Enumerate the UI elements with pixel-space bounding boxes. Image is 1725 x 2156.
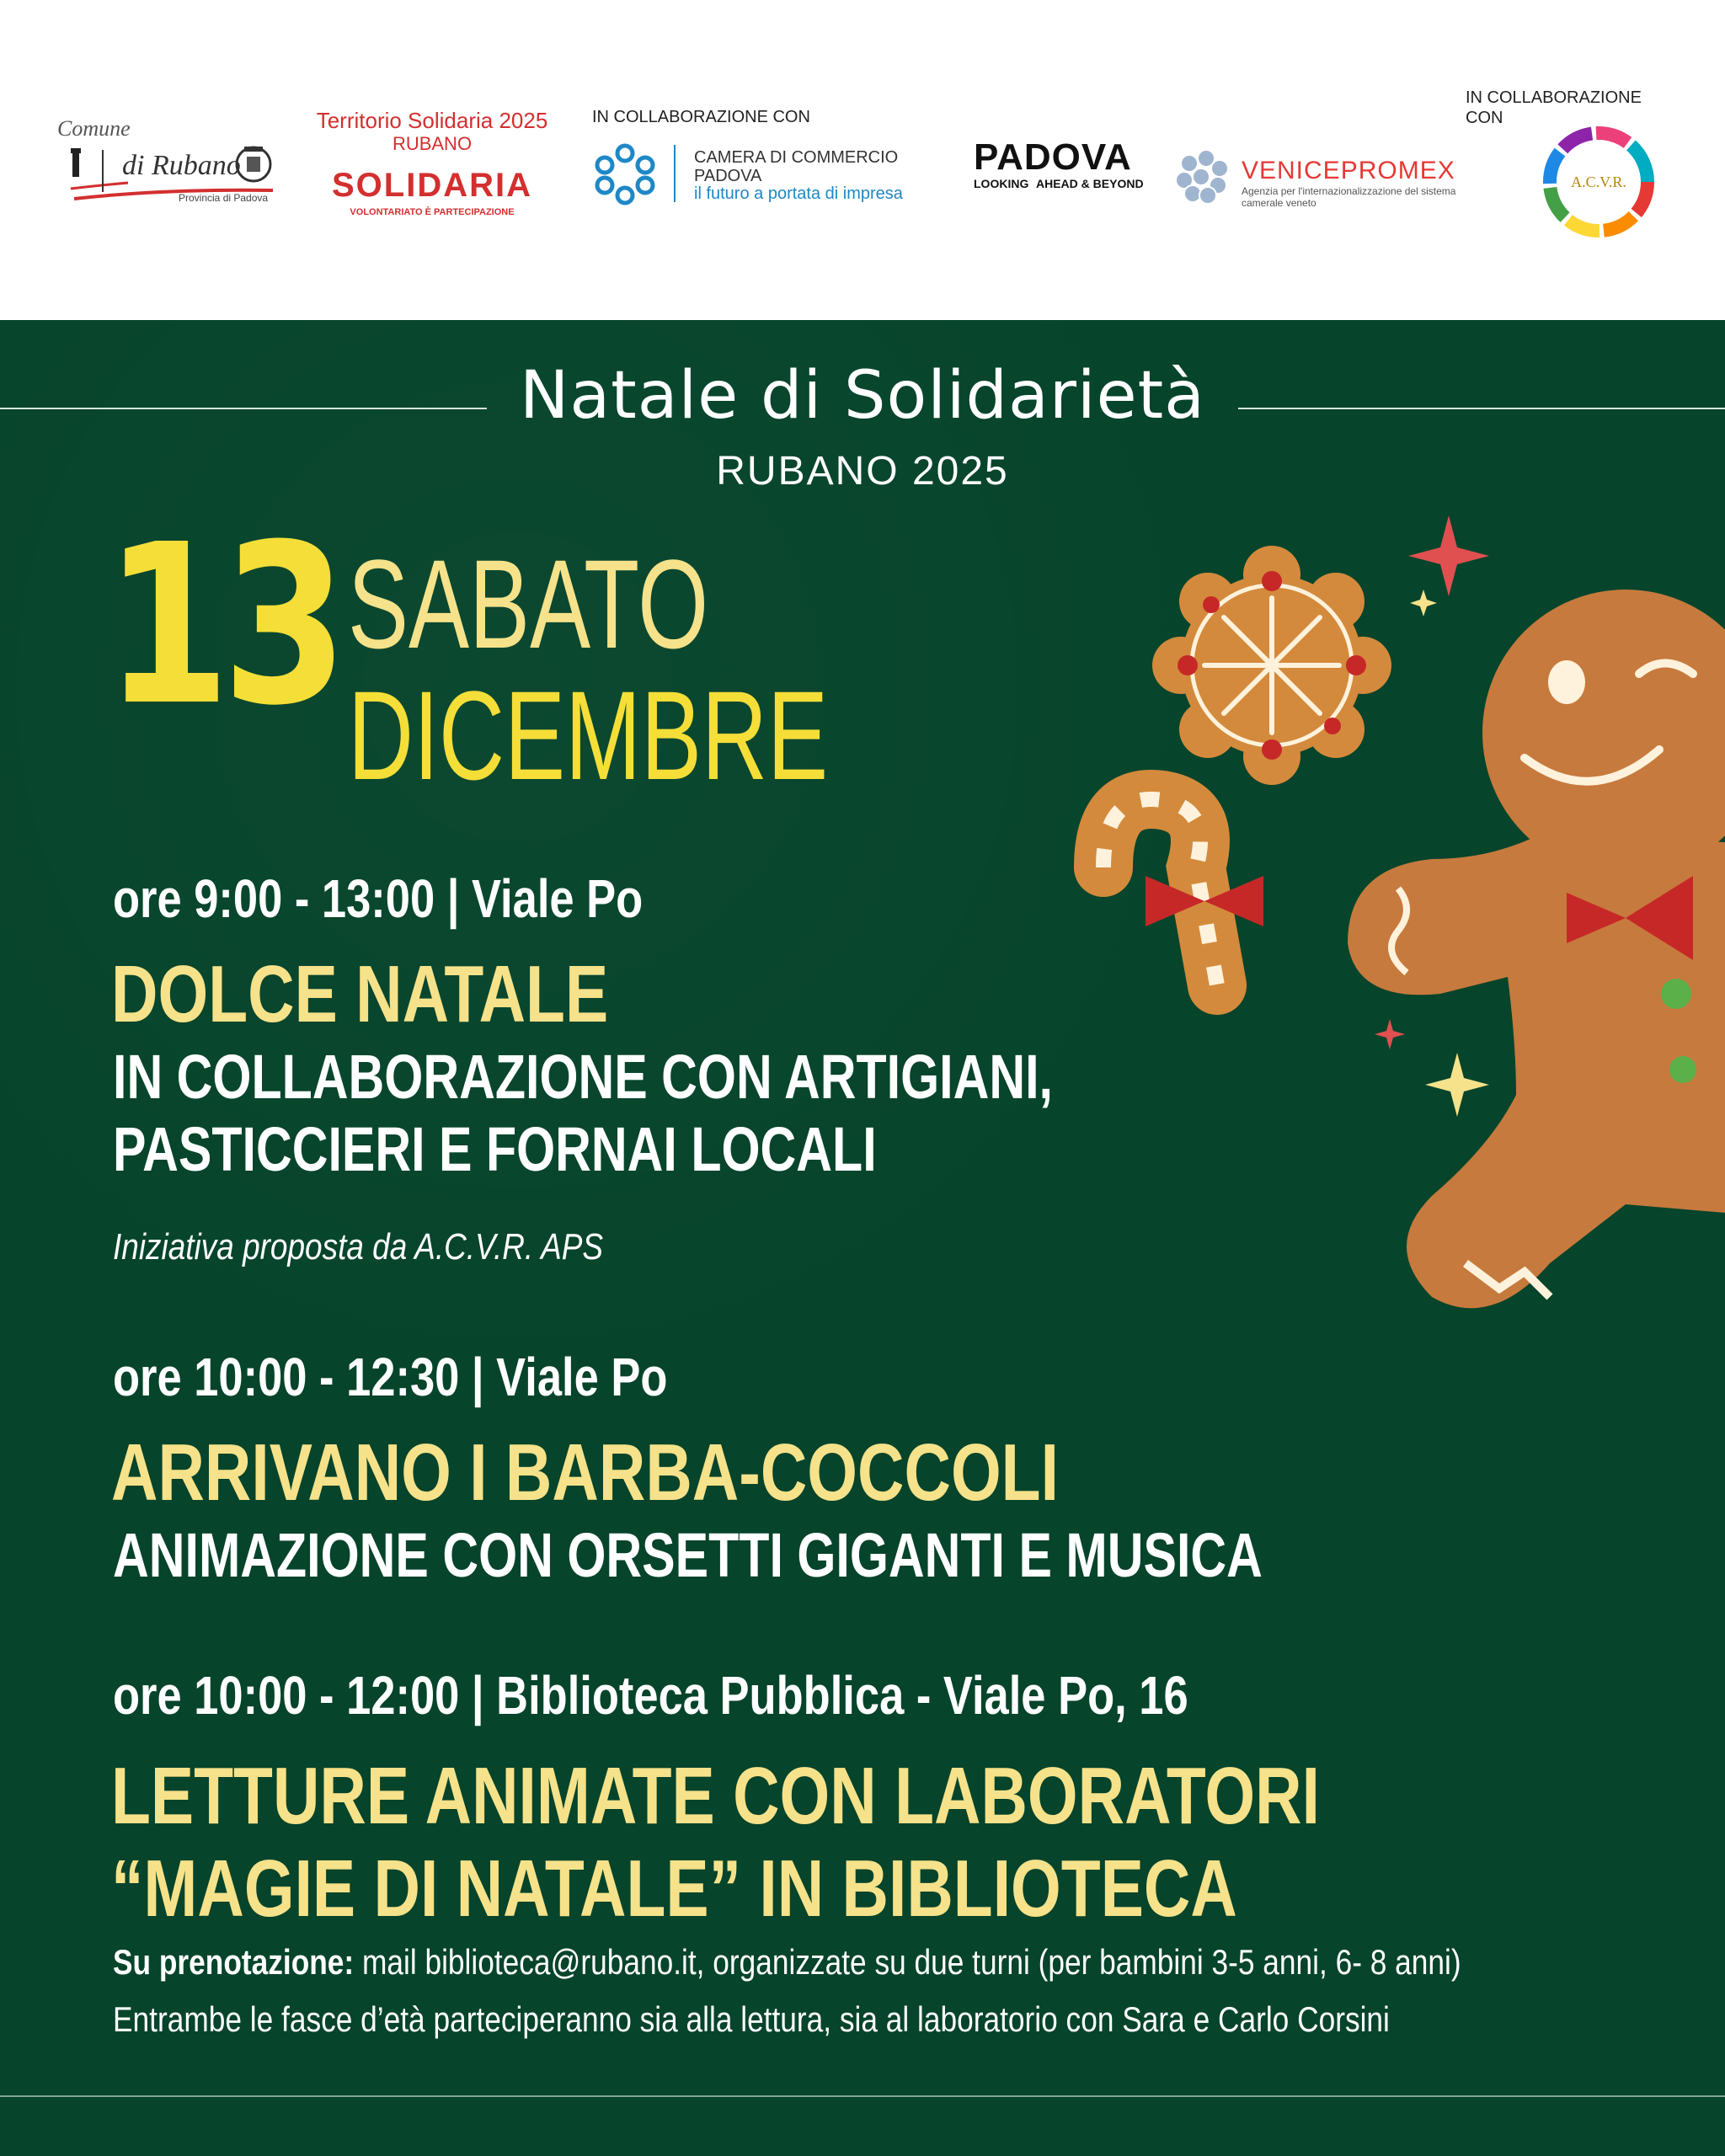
poster-title: Natale di Solidarietà xyxy=(520,358,1205,434)
event1-title: DOLCE NATALE xyxy=(111,949,609,1039)
comune-line1: Comune xyxy=(57,116,131,141)
padova-tag-right: AHEAD & BEYOND xyxy=(1036,177,1144,190)
event3-title-line2: “MAGIE DI NATALE” IN BIBLIOTECA xyxy=(111,1844,1237,1934)
date-weekday: SABATO xyxy=(348,533,709,675)
booking-label: Su prenotazione: xyxy=(113,1942,355,1982)
sparkle-star-icon xyxy=(1410,590,1489,1117)
candy-cane-cookie-icon xyxy=(1103,799,1263,985)
gingerbread-decorations xyxy=(1070,505,1725,1398)
booking-text: mail biblioteca@rubano.it, organizzate su due turni (per bambini 3-5 anni, 6- 8 anni) xyxy=(354,1942,1461,1982)
acvr-label: A.C.V.R. xyxy=(1571,173,1626,190)
padova-tag-left: LOOKING xyxy=(974,177,1029,190)
acvr-circle-icon xyxy=(1528,115,1669,249)
event2-time: ore 10:00 - 12:30 | Viale Po xyxy=(113,1347,668,1407)
territorio-subtitle: RUBANO xyxy=(392,133,473,154)
event1-desc-line1: IN COLLABORAZIONE CON ARTIGIANI, xyxy=(113,1042,1053,1112)
event1-note: Iniziativa proposta da A.C.V.R. APS xyxy=(113,1226,604,1267)
comune-province: Provincia di Padova xyxy=(179,192,269,204)
solidaria-brand: SOLIDARIA xyxy=(332,167,532,204)
event2-desc: ANIMAZIONE CON ORSETTI GIGANTI E MUSICA xyxy=(113,1520,1263,1590)
camera-line1: CAMERA DI COMMERCIO xyxy=(694,148,899,167)
camera-commercio-icon xyxy=(593,141,657,205)
event3-time: ore 10:00 - 12:00 | Biblioteca Pubblica - Viale Po, 16 xyxy=(113,1665,1188,1726)
solidaria-tagline: VOLONTARIATO È PARTECIPAZIONE xyxy=(350,207,515,217)
territorio-title: Territorio Solidaria 2025 xyxy=(316,108,548,133)
camera-line3: il futuro a portata di impresa xyxy=(694,184,903,203)
collaboration-label-1: IN COLLABORAZIONE CON xyxy=(592,108,810,126)
camera-line2: PADOVA xyxy=(694,167,762,185)
gingerbread-man-icon xyxy=(1348,590,1725,1308)
venicepromex-hex-icon xyxy=(1172,147,1235,205)
camera-separator xyxy=(674,145,676,202)
collaboration-label-2: IN COLLABORAZIONE CON xyxy=(1466,88,1642,127)
comune-shield-icon xyxy=(234,141,273,187)
event2-title: ARRIVANO I BARBA-COCCOLI xyxy=(111,1428,1059,1518)
date-day: 13 xyxy=(104,497,340,754)
event3-booking xyxy=(113,1942,1461,1983)
sponsor-header xyxy=(0,0,1725,320)
event3-title-line1: LETTURE ANIMATE CON LABORATORI xyxy=(111,1751,1320,1841)
venicepromex-tagline: Agenzia per l'internazionalizzazione del sistema camerale veneto xyxy=(1242,185,1456,209)
event3-extra: Entrambe le fasce d’età parteciperanno sia alla lettura, sia al laboratorio con Sara e Carlo Corsini xyxy=(113,1999,1390,2039)
comune-line2: di Rubano xyxy=(122,150,241,181)
footer-rule xyxy=(0,2095,1725,2097)
snowflake-cookie-icon xyxy=(1152,546,1391,785)
poster-subtitle: RUBANO 2025 xyxy=(716,449,1009,494)
event1-time: ore 9:00 - 13:00 | Viale Po xyxy=(113,868,644,929)
date-month: DICEMBRE xyxy=(348,664,829,806)
venicepromex-wordmark: VENICEPROMEX xyxy=(1242,157,1455,184)
padova-wordmark: PADOVA xyxy=(974,136,1132,178)
event1-desc-line2: PASTICCIERI E FORNAI LOCALI xyxy=(113,1114,877,1184)
